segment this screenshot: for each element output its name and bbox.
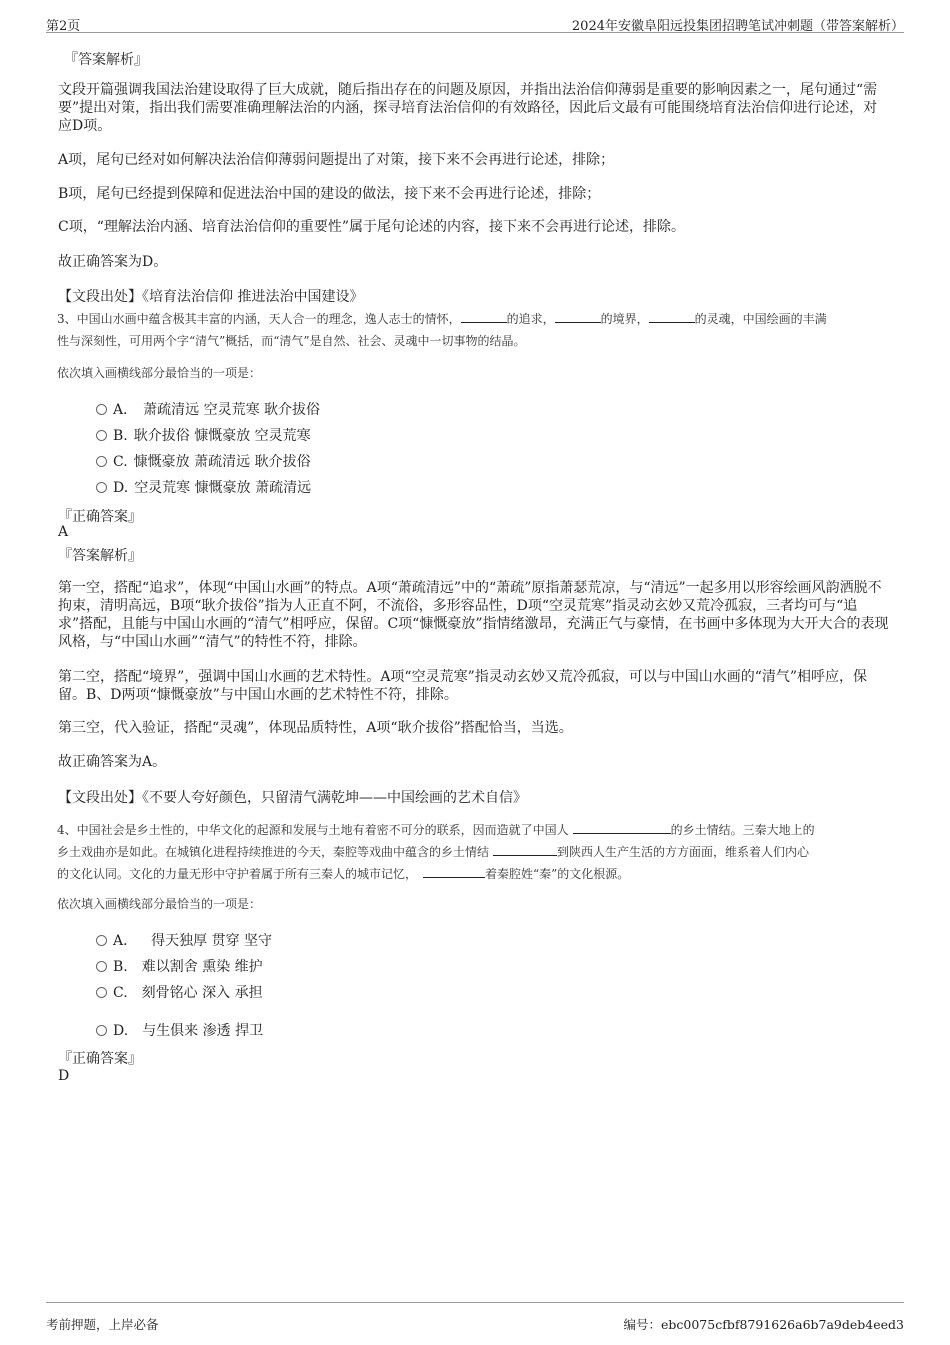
q3-analysis-para-1: 第一空，搭配“追求”，体现“中国山水画”的特点。A项“萧疏清远”中的“萧疏”原指萧瑟荒凉，与“清远”一起多用以形容绘画风韵洒脱不拘束，清明高远，B项“耿介拔俗”指为人正直不阿，不流俗，多形容品性，D项“空灵荒寒”指灵动玄妙又荒冷孤寂，三者均可与“追求”搭配，且能与中国山水画的“清气”相呼应，保留。C项“慷慨豪放”指情绪激昂，充满正气与豪情，在书画中多体现为大开大合的表现风格，与“中国山水画”“清气”的特性不符，排除。 (58, 580, 889, 650)
q4-answer-label: 『正确答案』 (58, 1051, 142, 1067)
q3-option-b[interactable]: B. 耿介拔俗 慷慨豪放 空灵荒寒 (96, 425, 311, 445)
q3-option-d[interactable]: D. 空灵荒寒 慷慨豪放 萧疏清远 (96, 477, 311, 497)
q4-option-d[interactable]: D. 与生俱来 渗透 捍卫 (96, 1020, 263, 1040)
page-number: 第2页 (46, 19, 81, 34)
document-id: 编号：ebc0075cfbf8791626a6b7a9deb4eed3 (623, 1317, 904, 1332)
q4-option-b[interactable]: B. 难以割舍 熏染 维护 (96, 956, 263, 976)
document-title: 2024年安徽阜阳远投集团招聘笔试冲刺题（带答案解析） (571, 19, 904, 34)
page-footer (46, 1302, 904, 1333)
blank-2 (493, 843, 557, 856)
page-header (46, 12, 904, 33)
q2-analysis-label: 『答案解析』 (64, 52, 148, 68)
q2-conclusion: 故正确答案为D。 (58, 254, 168, 270)
q4-option-c[interactable]: C. 刻骨铭心 深入 承担 (96, 982, 263, 1002)
blank-1 (461, 310, 507, 323)
blank-2 (555, 310, 601, 323)
q3-analysis-label: 『答案解析』 (58, 548, 142, 564)
q3-analysis-para-3: 第三空，代入验证，搭配“灵魂”，体现品质特性，A项“耿介拔俗”搭配恰当，当选。 (58, 720, 573, 736)
q3-option-c[interactable]: C. 慷慨豪放 萧疏清远 耿介拔俗 (96, 451, 311, 471)
radio-icon[interactable] (96, 404, 107, 415)
q2-analysis-option-b: B项，尾句已经提到保障和促进法治中国的建设的做法，接下来不会再进行论述，排除； (58, 186, 601, 202)
q2-analysis-para: 文段开篇强调我国法治建设取得了巨大成就，随后指出存在的问题及原因，并指出法治信仰薄弱是重要的影响因素之一，尾句通过“需要”提出对策，指出我们需要准确理解法治的内涵，探寻培育法治信仰的有效路径，因此后文最有可能围绕培育法治信仰进行论述，对应D项。 (58, 82, 878, 134)
radio-icon[interactable] (96, 987, 107, 998)
q4-prompt: 依次填入画横线部分最恰当的一项是： (57, 897, 262, 911)
q3-source: 【文段出处】《不要人夸好颜色，只留清气满乾坤——中国绘画的艺术自信》 (58, 790, 527, 806)
blank-3 (423, 865, 485, 878)
radio-icon[interactable] (96, 430, 107, 441)
blank-3 (649, 310, 695, 323)
blank-1 (573, 821, 671, 834)
radio-icon[interactable] (96, 961, 107, 972)
q3-answer: A (58, 524, 69, 540)
q2-source: 【文段出处】《培育法治信仰 推进法治中国建设》 (58, 289, 364, 305)
q2-analysis-option-c: C项，“理解法治内涵、培育法治信仰的重要性”属于尾句论述的内容，接下来不会再进行论述，排除。 (58, 219, 686, 235)
q4-text: 4、中国社会是乡土性的，中华文化的起源和发展与土地有着密不可分的联系，因而造就了中国人 的乡土情结。三秦大地上的 乡土戏曲亦是如此。在城镇化进程持续推进的今天，秦腔等戏曲中蕴含的乡土情结 到陕西人生产生活的方方面面，维系着人们内心 的文化认同。文化的力量无形中守护着属于所有三秦人的城市记忆， 着秦腔姓“秦”的文化根源。 (57, 823, 815, 881)
footer-slogan: 考前押题，上岸必备 (46, 1317, 159, 1332)
q3-conclusion: 故正确答案为A。 (58, 754, 167, 770)
radio-icon[interactable] (96, 935, 107, 946)
q3-answer-label: 『正确答案』 (58, 509, 142, 525)
radio-icon[interactable] (96, 482, 107, 493)
q2-analysis-option-a: A项，尾句已经对如何解决法治信仰薄弱问题提出了对策，接下来不会再进行论述，排除； (58, 152, 615, 168)
radio-icon[interactable] (96, 456, 107, 467)
q4-option-a[interactable]: A． 得天独厚 贯穿 坚守 (96, 930, 272, 950)
q4-answer: D (58, 1068, 70, 1084)
q3-analysis-para-2: 第二空，搭配“境界”，强调中国山水画的艺术特性。A项“空灵荒寒”指灵动玄妙又荒冷孤寂，可以与中国山水画的“清气”相呼应，保留。B、D两项“慷慨豪放”与中国山水画的艺术特性不符，排除。 (58, 669, 868, 703)
q3-option-a[interactable]: A． 萧疏清远 空灵荒寒 耿介拔俗 (96, 399, 320, 419)
q3-text: 3、中国山水画中蕴含极其丰富的内涵，天人合一的理念，逸人志士的情怀， 的追求， 的境界， 的灵魂，中国绘画的丰满 性与深刻性，可用两个字“清气”概括，而“清气”是自然、社会、灵魂中一切事物的结晶。 (57, 312, 827, 348)
q3-prompt: 依次填入画横线部分最恰当的一项是： (57, 366, 262, 380)
radio-icon[interactable] (96, 1025, 107, 1036)
